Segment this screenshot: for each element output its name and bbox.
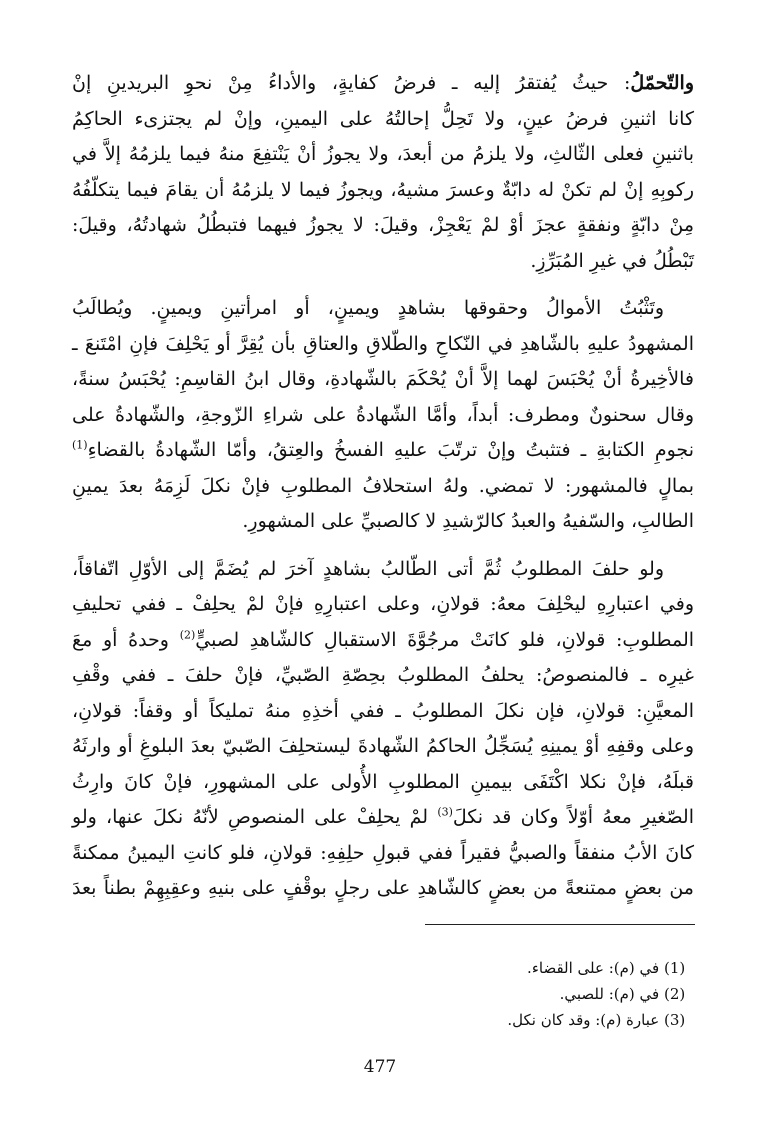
footnotes [300, 955, 696, 1033]
page-body [72, 66, 694, 907]
footnote-marker: (1) [72, 438, 88, 452]
text-line: بمالٍ فالمشهور: لا تمضي. ولهُ استحلافُ المطلوبِ فإنْ نكلَ لَزِمَهُ بعدَ يمينِ [72, 474, 694, 497]
footnote [300, 981, 696, 1007]
text-line: والتّحمّلُ: حيثُ يُفتقرُ إليه ـ فرضُ كفايةٍ، والأداءُ مِنْ نحوِ البريدينِ إنْ [72, 72, 694, 94]
footnote-text: في (م): على القضاء. [527, 959, 660, 977]
text-line: فالأخِيرةُ أنْ يُحْبَسَ لهما إلاَّ أنْ يُحْكَمَ بالشّهادةِ، وقال ابنُ القاسِمِ: يُحْبَسُ سنةً، [72, 368, 694, 390]
footnote-number: (1) [664, 959, 686, 977]
paragraph-tahammul [72, 66, 694, 279]
footnote-marker: (3) [437, 805, 453, 819]
text-line: نجومِ الكتابةِ ـ فتثبتُ وإنْ ترتّبَ عليهِ الفسخُ والعِتقُ، وأمّا الشّهادةُ بالقضاءِ$^{(1)}$ [72, 438, 694, 461]
footnote-number: (3) [664, 1011, 686, 1029]
text-line: كانا اثنينِ فرضُ عينٍ، ولا تَحِلُّ إحالتُهُ على اليمينِ، وإنْ لم يجتزىء الحاكِمُ [72, 107, 694, 130]
text-line: وعلى وقفِهِ أوْ يمينِهِ يُسَجِّلُ الحاكمُ الشّهادةَ ليستحلِفَ الصّبيّ بعدَ البلوغِ أو وارثَهُ [72, 735, 694, 757]
text-line: ركوبِهِ إنْ لم تكنْ له دابّةٌ وعسرَ مشيهُ، ويجوزُ فيما لا يلزمُهُ أن يقامَ فيما يتكلّفُهُ [72, 178, 694, 201]
text-line: وتَثْبُتُ الأموالُ وحقوقها بشاهدٍ ويمينٍ، أو امرأتينِ ويمينٍ. ويُطالَبُ [72, 297, 664, 319]
page-number: 477 [363, 1057, 397, 1077]
text-line: المشهودُ عليهِ بالشّاهدِ في النّكاحِ والطّلاقِ والعتاقِ بأن يُقِرَّ أو يَحْلِفَ فإنِ امْتَنعَ ـ [72, 332, 694, 355]
text-line: وفي اعتبارِهِ ليحْلِفَ معهُ: قولانِ، وعلى اعتبارِهِ فإنْ لمْ يحلِفْ ـ ففي تحليفِ [72, 593, 694, 615]
text-line: المعيَّنِ: قولانِ، فإن نكلَ المطلوبُ ـ ففي أخذِهِ منهُ تمليكاً أو وقفاً: قولانِ، [72, 699, 694, 722]
footnote-marker: (2) [179, 628, 196, 642]
text-line: ولو حلفَ المطلوبُ ثُمَّ أتى الطّالبُ بشاهدٍ آخرَ لم يُضَمَّ إلى الأوّلِ اتّفاقاً، [72, 557, 664, 580]
text-line: غيرِه ـ فالمنصوصُ: يحلفُ المطلوبُ بحِصّةِ الصّبيِّ، فإنْ حلفَ ـ ففي وقْفِ [72, 664, 694, 686]
text-line: من بعضٍ ممتنعةً من بعضٍ كالشّاهدِ على رجلٍ بوقْفٍ على بنيهِ وعقِبِهِمْ بطناً بعدَ [72, 877, 694, 899]
term-heading: والتّحمّلُ [630, 72, 694, 94]
footnote-text: في (م): للصبي. [559, 985, 660, 1003]
text-line: وقال سحنونٌ ومطرف: أبداً، وأمَّا الشّهادةُ على شراءِ الزّوجةِ، والشّهادةُ على [72, 403, 694, 426]
text-line: تَبْطُلُ في غيرِ المُبَرِّزِ. [530, 249, 694, 272]
footnote-number: (2) [664, 985, 686, 1003]
text-line: الطالبِ، والسّفيهُ والعبدُ كالرّشيدِ لا كالصبيِّ على المشهورِ. [242, 510, 694, 532]
text-line: المطلوبِ: قولانِ، فلو كانَتْ مرجُوَّةَ الاستقبالِ كالشّاهدِ لصبيٍّ$^{(2)}$ وحدهُ أو معَ [72, 628, 695, 651]
footnote [300, 1007, 696, 1033]
paragraph-halaf [72, 552, 694, 907]
text-line: الصّغيرِ معهُ أوّلاً وكان قد نكلَ$^{(3)}$ لمْ يحلِفْ على المنصوصِ لأنّهُ نكلَ عنها، ولو [72, 805, 694, 828]
text-line: باثنينِ فعلى الثّالثِ، ولا يلزمُ من أبعدَ، ولا يجوزُ أنْ يَنْتفِعَ منهُ فيما يلزمُهُ إلاَّ في [72, 143, 694, 165]
text-line: قبلَهُ، فإنْ نكلا اكْتَفَى بيمينِ المطلوبِ الأُولى على المشهورِ، فإنْ كانَ وارِثُ [72, 770, 694, 793]
footnote-separator [425, 924, 695, 925]
text-line: كانَ الأبُ منفقاً والصبيُّ فقيراً ففي قبولِ حلِفِهِ: قولانِ، فلو كانتِ اليمينُ ممكنةً [72, 841, 694, 864]
text-line: مِنْ دابّةٍ ونفقةٍ عجزَ أوْ لمْ يَعْجِزْ، وقيلَ: لا يجوزُ فيهما فتبطُلُ شهادتُهُ، وقيلَ: [72, 214, 694, 236]
footnote-text: عبارة (م): وقد كان نكل. [507, 1011, 660, 1029]
footnote [300, 955, 696, 981]
paragraph-amwal [72, 291, 694, 540]
